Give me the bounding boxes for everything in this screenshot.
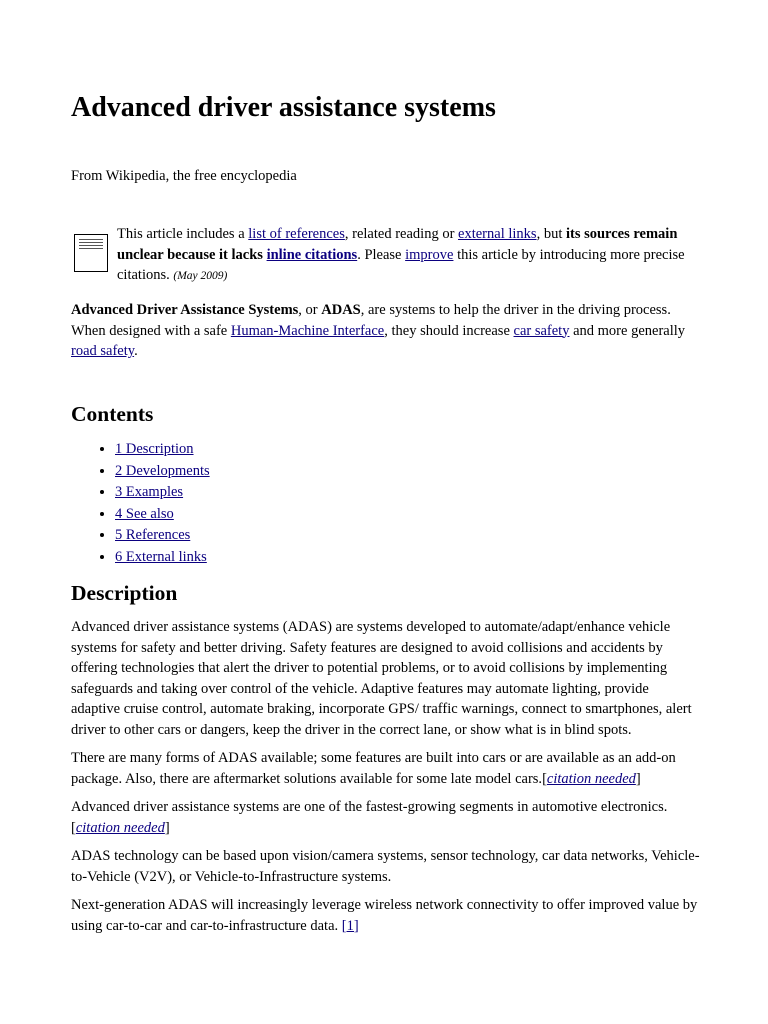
toc-item xyxy=(115,547,210,569)
toc-link-references[interactable]: 5 References xyxy=(115,527,191,544)
table-of-contents xyxy=(71,439,210,569)
document-icon xyxy=(74,234,108,272)
toc-item xyxy=(115,525,210,547)
description-heading: Description xyxy=(71,581,178,605)
notice-date: (May 2009) xyxy=(173,270,228,282)
car-safety-link[interactable]: car safety xyxy=(513,322,570,339)
road-safety-link[interactable]: road safety xyxy=(71,343,135,359)
page-title: Advanced driver assistance systems xyxy=(71,92,496,123)
citation-needed-link[interactable]: citation needed xyxy=(75,819,165,836)
toc-link-description[interactable]: 1 Description xyxy=(115,441,194,457)
toc-link-developments[interactable]: 2 Developments xyxy=(115,462,210,479)
notice-text: This article includes a list of references, related reading or external links, but its sources remain unclear because it lacks inline citations. Please improve this article by introducing more precise citations. (May 2009) xyxy=(117,226,685,283)
description-paragraph: There are many forms of ADAS available; some features are built into cars or are available as an add-on package. Also, there are aftermarket solutions available for some late model cars.[citation needed] xyxy=(71,750,676,787)
description-section xyxy=(71,617,701,944)
list-of-references-link[interactable]: list of references xyxy=(248,226,345,242)
description-paragraph: Advanced driver assistance systems are one of the fastest-growing segments in automotive electronics.[citation needed] xyxy=(71,799,668,836)
citation-needed-link[interactable]: citation needed xyxy=(546,770,636,787)
reference-1-link[interactable]: [1] xyxy=(341,917,359,934)
description-paragraph: Next-generation ADAS will increasingly leverage wireless network connectivity to offer improved value by using car-to-car and car-to-infrastructure data. [1] xyxy=(71,897,698,934)
description-paragraph: ADAS technology can be based upon vision/camera systems, sensor technology, car data networks, Vehicle-to-Vehicle (V2V), or Vehicle-to-Infrastructure systems. xyxy=(71,848,700,885)
inline-citations-link[interactable]: inline citations xyxy=(266,246,358,263)
toc-link-external-links[interactable]: 6 External links xyxy=(115,548,207,565)
toc-link-see-also[interactable]: 4 See also xyxy=(115,505,174,522)
toc-item xyxy=(115,504,210,526)
toc-item xyxy=(115,482,210,504)
improve-link[interactable]: improve xyxy=(405,246,454,263)
refimprove-notice xyxy=(71,224,701,287)
tagline: From Wikipedia, the free encyclopedia xyxy=(71,168,297,184)
external-links-link[interactable]: external links xyxy=(458,226,537,242)
hmi-link[interactable]: Human-Machine Interface xyxy=(230,322,385,339)
lead-paragraph: Advanced Driver Assistance Systems, or ADAS, are systems to help the driver in the driving process. When designed with a safe Human-Machine Interface, they should increase car safety and more generally road safety. xyxy=(71,302,686,359)
toc-item xyxy=(115,461,210,483)
toc-item xyxy=(115,439,210,461)
toc-link-examples[interactable]: 3 Examples xyxy=(115,484,184,501)
description-paragraph: Advanced driver assistance systems (ADAS) are systems developed to automate/adapt/enhance vehicle systems for safety and better driving. Safety features are designed to avoid collisions and accidents by offering technologies that alert the driver to potential problems, or to avoid collisions by implementing safeguards and taking over control of the vehicle. Adaptive features may automate lighting, provide adaptive cruise control, automate braking, incorporate GPS/ traffic warnings, connect to smartphones, alert driver to other cars or dangers, keep the driver in the correct lane, or show what is in blind spots. xyxy=(71,619,692,738)
contents-heading: Contents xyxy=(71,402,154,426)
